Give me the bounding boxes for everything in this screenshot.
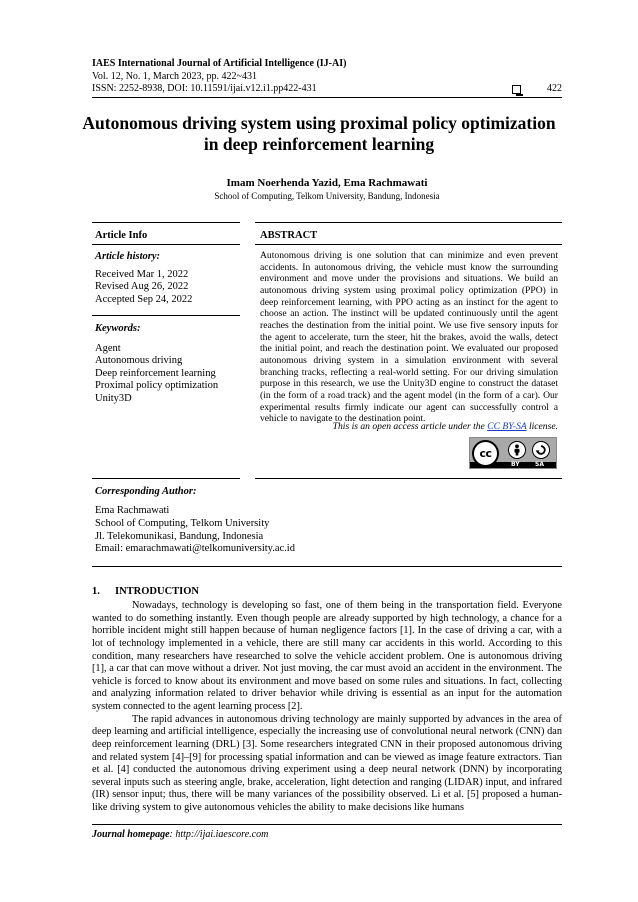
square-bullet-icon: [512, 85, 521, 94]
corresponding-label: Corresponding Author:: [95, 486, 197, 497]
front-matter-bottom-rule: [92, 566, 562, 567]
intro-paragraph-1: Nowadays, technology is developing so fast, one of them being in the transportation field. Everyone wanted to do something instantly. Even though people are already supported by high technology, a chance for a horrible incident might still happen because of human negligence factors [1]. In the case of driving a car, with a lot of technology implemented in a vehicle, there are still many car accidents in this world. According to this condition, many researchers have researched to solve the vehicle accident problem. One is autonomous driving [1], a car that can move without a driver. Not just moving, the car must avoid an accident in the environment. The vehicle is forced to know about its environment and move based on some rules and situations. In fact, collecting and analyzing information related to driver behavior while driving is essential as an input for the automation system connected to the agent learning process [2].: [92, 600, 562, 712]
corresponding-name: Ema Rachmawati: [95, 505, 170, 516]
keyword-item: Agent: [95, 342, 121, 354]
license-prefix: This is an open access article under the: [332, 421, 488, 432]
journal-name: IAES International Journal of Artificial Intelligence (IJ-AI): [92, 58, 347, 69]
corresponding-top-rule: [92, 478, 240, 479]
authors: Imam Noerhenda Yazid, Ema Rachmawati: [226, 177, 428, 189]
share-alike-icon: [532, 441, 550, 459]
article-history: [95, 251, 240, 306]
cc-logo-icon: cc: [472, 440, 499, 467]
keywords-label: Keywords:: [95, 323, 141, 334]
title-line-1: Autonomous driving system using proximal policy optimization: [82, 113, 556, 133]
license-suffix: license.: [526, 421, 558, 432]
attribution-person-icon: [508, 441, 526, 459]
paper-title: [70, 113, 568, 155]
info-heading-rule: [92, 244, 240, 245]
introduction-heading: [92, 586, 199, 597]
license-link[interactable]: CC BY-SA: [487, 421, 527, 432]
journal-homepage: Journal homepage: http://ijai.iaescore.com: [92, 829, 269, 840]
affiliation: School of Computing, Telkom University, Bandung, Indonesia: [214, 191, 440, 201]
abstract-text: Autonomous driving is one solution that can minimize and even prevent accidents. In autonomous driving, the vehicle must know the surrounding environment and move under the provisions and situations. We build an autonomous driving system using proximal policy optimization (PPO) in deep reinforcement learning, with PPO acting as an instinct for the agent to choose an action. The instinct will be updated continuously until the agent reaches the destination from the initial point. We use five sensory inputs for the agent to accelerate, turn the steer, hit the brakes, avoid the walls, detect the initial point, and reach the destination point. We evaluated our proposed autonomous driving system in a simulation environment with several branching tracks, reflecting a real-world setting. For our driving simulation purpose in this research, we use the Unity3D engine to construct the dataset (in the form of a road track) and the agent model (in the form of a car). Our experimental results firmly indicate our agent can successfully control a vehicle to navigate to the destination point.: [260, 250, 558, 425]
cc-by-sa-badge[interactable]: [469, 437, 557, 469]
header-rule: [92, 97, 562, 98]
intro-paragraph-2: The rapid advances in autonomous driving technology are mainly supported by advances in the area of deep learning and artificial intelligence, especially the increasing use of convolutional neural network (CNN) dan deep reinforcement learning (DRL) [3]. Some researchers integrated CNN in their proposed autonomous driving and related system [4]–[9] for processing spatial information and can be viewed as image feature extractors. Tian et al. [4] conducted the autonomous driving experiment using a deep neural network (DNN) by incorporating several inputs such as steering angle, brake, acceleration, light detection and ranging (LIDAR) input, and infrared (IR) sensor input; thus, there will be many variances of the possibility observed. Li et al. [5] proposed a human-like driving system to give autonomous vehicles the ability to make decisions like humans: [92, 713, 562, 813]
page-number: 422: [547, 83, 562, 94]
info-top-rule: [92, 222, 240, 223]
keyword-item: Proximal policy optimization: [95, 380, 219, 391]
keyword-item: Autonomous driving: [95, 355, 183, 366]
license-note: [260, 421, 558, 432]
volume-info: Vol. 12, No. 1, March 2023, pp. 422~431: [92, 70, 257, 82]
section-number: 1.: [92, 586, 100, 597]
keyword-item: Deep reinforcement learning: [95, 367, 216, 379]
abstract-heading: ABSTRACT: [260, 230, 318, 241]
history-label: Article history:: [95, 251, 161, 262]
homepage-url[interactable]: http://ijai.iaescore.com: [175, 829, 269, 840]
introduction-body: [92, 600, 562, 815]
section-title: INTRODUCTION: [115, 586, 200, 597]
keywords: [95, 323, 240, 405]
sa-label: SA: [535, 461, 544, 468]
accepted-date: Accepted Sep 24, 2022: [95, 293, 193, 305]
homepage-label: Journal homepage: [92, 829, 170, 840]
keyword-item: Unity3D: [95, 392, 132, 404]
journal-header: [92, 58, 562, 96]
corresponding-address: Jl. Telekomunikasi, Bandung, Indonesia: [95, 530, 264, 542]
abstract-top-rule: [255, 222, 562, 223]
corresponding-school: School of Computing, Telkom University: [95, 517, 270, 529]
issn-doi: ISSN: 2252-8938, DOI: 10.11591/ijai.v12.i1.pp422-431: [92, 83, 317, 94]
article-info-heading: Article Info: [95, 230, 148, 241]
corresponding-details: [95, 505, 395, 556]
footer-rule: [92, 824, 562, 825]
received-date: Received Mar 1, 2022: [95, 268, 189, 280]
title-line-2: in deep reinforcement learning: [203, 134, 435, 154]
by-label: BY: [511, 461, 520, 468]
corresponding-email: Email: emarachmawati@telkomuniversity.ac.id: [95, 543, 295, 555]
revised-date: Revised Aug 26, 2022: [95, 281, 189, 292]
history-rule: [92, 315, 240, 316]
abstract-heading-rule: [255, 244, 562, 245]
abstract-bottom-rule: [255, 478, 562, 479]
